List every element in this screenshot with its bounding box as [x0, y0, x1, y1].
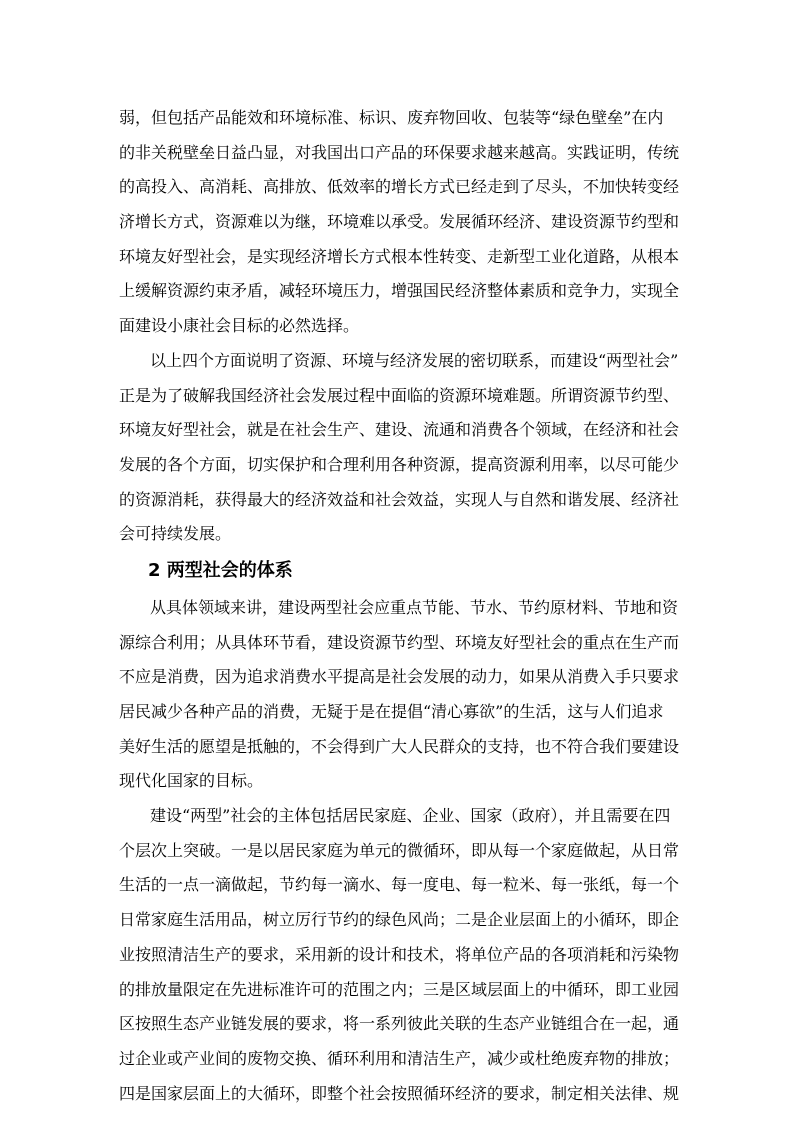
text-line: 不应是消费，因为追求消费水平提高是社会发展的动力，如果从消费入手只要求: [119, 667, 680, 686]
paragraph-first-line: 建设“两型”社会的主体包括居民家庭、企业、国家（政府），并且需要在四: [150, 806, 671, 825]
text-line: 区按照生态产业链发展的要求，将一系列彼此关联的生态产业链组合在一起，通: [119, 1014, 680, 1033]
text-line: 的高投入、高消耗、高排放、低效率的增长方式已经走到了尽头，不加快转变经: [119, 177, 680, 196]
text-line: 的资源消耗，获得最大的经济效益和社会效益，实现人与自然和谐发展、经济社: [119, 490, 680, 509]
text-line: 的排放量限定在先进标准许可的范围之内；三是区域层面上的中循环，即工业园: [119, 980, 680, 999]
text-line: 居民减少各种产品的消费，无疑于是在提倡“清心寡欲”的生活，这与人们追求: [119, 702, 664, 721]
text-line: 现代化国家的目标。: [119, 771, 264, 790]
text-line: 面建设小康社会目标的必然选择。: [119, 316, 360, 335]
text-line: 会可持续发展。: [119, 524, 232, 543]
text-line: 生活的一点一滴做起，节约每一滴水、每一度电、每一粒米、每一张纸，每一个: [119, 875, 680, 894]
text-line: 正是为了破解我国经济社会发展过程中面临的资源环境难题。所谓资源节约型、: [119, 386, 680, 405]
text-line: 个层次上突破。一是以居民家庭为单元的微循环，即从每一个家庭做起，从日常: [119, 841, 680, 860]
text-line: 发展的各个方面，切实保护和合理利用各种资源，提高资源利用率，以尽可能少: [119, 455, 680, 474]
text-line: 弱，但包括产品能效和环境标准、标识、废弃物回收、包装等“绿色壁垒”在内: [119, 108, 664, 127]
text-line: 环境友好型社会，是实现经济增长方式根本性转变、走新型工业化道路，从根本: [119, 247, 680, 266]
text-line: 环境友好型社会，就是在社会生产、建设、流通和消费各个领域，在经济和社会: [119, 420, 680, 439]
paragraph-first-line: 从具体领域来讲，建设两型社会应重点节能、节水、节约原材料、节地和资: [150, 598, 679, 617]
text-line: 上缓解资源约束矛盾，减轻环境压力，增强国民经济整体素质和竞争力，实现全: [119, 281, 680, 300]
text-line: 源综合利用；从具体环节看，建设资源节约型、环境友好型社会的重点在生产而: [119, 633, 680, 652]
text-line: 过企业或产业间的废物交换、循环利用和清洁生产，减少或杜绝废弃物的排放；: [119, 1049, 680, 1068]
text-line: 四是国家层面上的大循环，即整个社会按照循环经济的要求，制定相关法律、规: [119, 1084, 680, 1103]
text-line: 济增长方式，资源难以为继，环境难以承受。发展循环经济、建设资源节约型和: [119, 212, 680, 231]
text-line: 美好生活的愿望是抵触的，不会得到广大人民群众的支持，也不符合我们要建设: [119, 737, 680, 756]
paragraph-first-line: 以上四个方面说明了资源、环境与经济发展的密切联系，而建设“两型社会”: [150, 351, 679, 370]
text-line: 的非关税壁垒日益凸显，对我国出口产品的环保要求越来越高。实践证明，传统: [119, 143, 680, 162]
text-line: 日常家庭生活用品，树立厉行节约的绿色风尚；二是企业层面上的小循环，即企: [119, 910, 680, 929]
section-heading: 2 两型社会的体系: [148, 560, 293, 581]
text-line: 业按照清洁生产的要求，采用新的设计和技术，将单位产品的各项消耗和污染物: [119, 945, 680, 964]
